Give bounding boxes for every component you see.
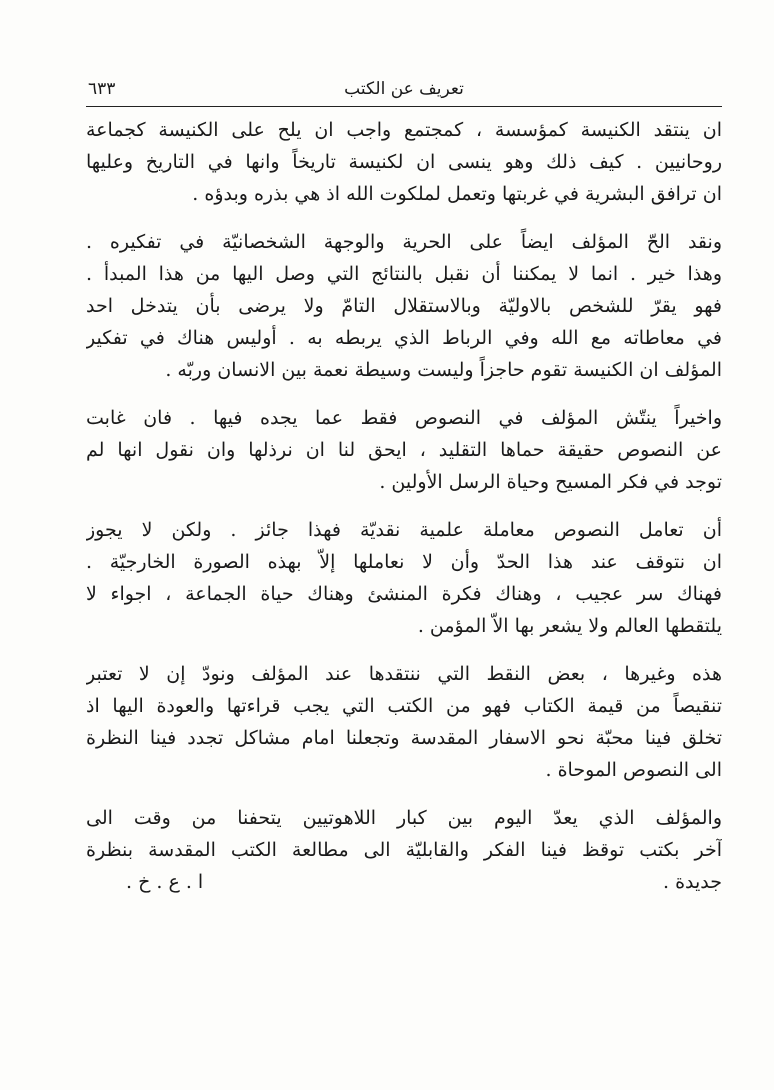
text-line: ان نتوقف عند هذا الحدّ وأن لا نعاملها إلاّ بهذه الصورة الخارجيّة . bbox=[86, 551, 722, 573]
running-title: تعريف عن الكتب bbox=[344, 79, 464, 99]
paragraph-6 bbox=[86, 802, 722, 898]
paragraph-3 bbox=[86, 402, 722, 498]
author-initials: ا . ع . خ . bbox=[126, 871, 204, 893]
text-line: وهذا خير . انما لا يمكننا أن نقبل بالنتائج التي وصل اليها من هذا المبدأ . bbox=[86, 263, 722, 285]
text-line: المؤلف ان الكنيسة تقوم حاجزاً وليست وسيطة نعمة بين الانسان وربّه . bbox=[165, 359, 722, 381]
closing-text: جديدة . bbox=[662, 871, 722, 893]
text-line: أن تعامل النصوص معاملة علمية نقديّة فهذا جائز . ولكن لا يجوز bbox=[86, 519, 722, 541]
text-line: الى النصوص الموحاة . bbox=[545, 759, 722, 781]
header-rule bbox=[86, 106, 722, 107]
text-line: ونقد الحّ المؤلف ايضاً على الحرية والوجهة الشخصانيّة في تفكيره . bbox=[86, 231, 722, 253]
text-line: عن النصوص حقيقة حماها التقليد ، ايحق لنا ان نرذلها وان نقول انها لم bbox=[86, 439, 722, 461]
text-line: فهناك سر عجيب ، وهناك فكرة المنشئ وهناك حياة الجماعة ، اجواء لا bbox=[86, 583, 722, 605]
paragraph-2 bbox=[86, 226, 722, 386]
text-line: هذه وغيرها ، بعض النقط التي ننتقدها عند المؤلف ونودّ إن لا تعتبر bbox=[86, 663, 722, 685]
closing-line bbox=[86, 866, 722, 898]
text-line: تنقيصاً من قيمة الكتاب فهو من الكتب التي يجب قراءتها والعودة اليها اذ bbox=[86, 695, 722, 717]
paragraph-1 bbox=[86, 114, 722, 210]
page-number: ٦٣٣ bbox=[88, 79, 116, 99]
text-line: يلتقطها العالم ولا يشعر بها الاّ المؤمن . bbox=[417, 615, 722, 637]
paragraph-4 bbox=[86, 514, 722, 642]
text-line: روحانيين . كيف ذلك وهو ينسى ان لكنيسة تاريخاً وانها في التاريخ وعليها bbox=[86, 151, 722, 173]
text-line: آخر بكتب توقظ فينا الفكر والقابليّة الى مطالعة الكتب المقدسة بنظرة bbox=[86, 839, 722, 861]
text-line: توجد في فكر المسيح وحياة الرسل الأولين . bbox=[379, 471, 722, 493]
text-line: ان ينتقد الكنيسة كمؤسسة ، كمجتمع واجب ان يلح على الكنيسة كجماعة bbox=[86, 119, 722, 141]
text-line: في معاطاته مع الله وفي الرباط الذي يربطه به . أوليس هناك في تفكير bbox=[86, 327, 722, 349]
text-line: فهو يقرّ للشخص بالاوليّة وبالاستقلال التامّ ولا يرضى بأن يتدخل احد bbox=[86, 295, 722, 317]
article-body bbox=[86, 114, 722, 914]
text-line: تخلق فينا محبّة نحو الاسفار المقدسة وتجعلنا امام مشاكل تجدد فينا النظرة bbox=[86, 727, 722, 749]
running-header bbox=[88, 78, 720, 102]
text-line: واخيراً ينتّش المؤلف في النصوص فقط عما يجده فيها . فان غابت bbox=[86, 407, 722, 429]
paragraph-5 bbox=[86, 658, 722, 786]
text-line: والمؤلف الذي يعدّ اليوم بين كبار اللاهوتيين يتحفنا من وقت الى bbox=[86, 807, 722, 829]
text-line: ان ترافق البشرية في غربتها وتعمل لملكوت الله اذ هي بذره وبدؤه . bbox=[192, 183, 722, 205]
